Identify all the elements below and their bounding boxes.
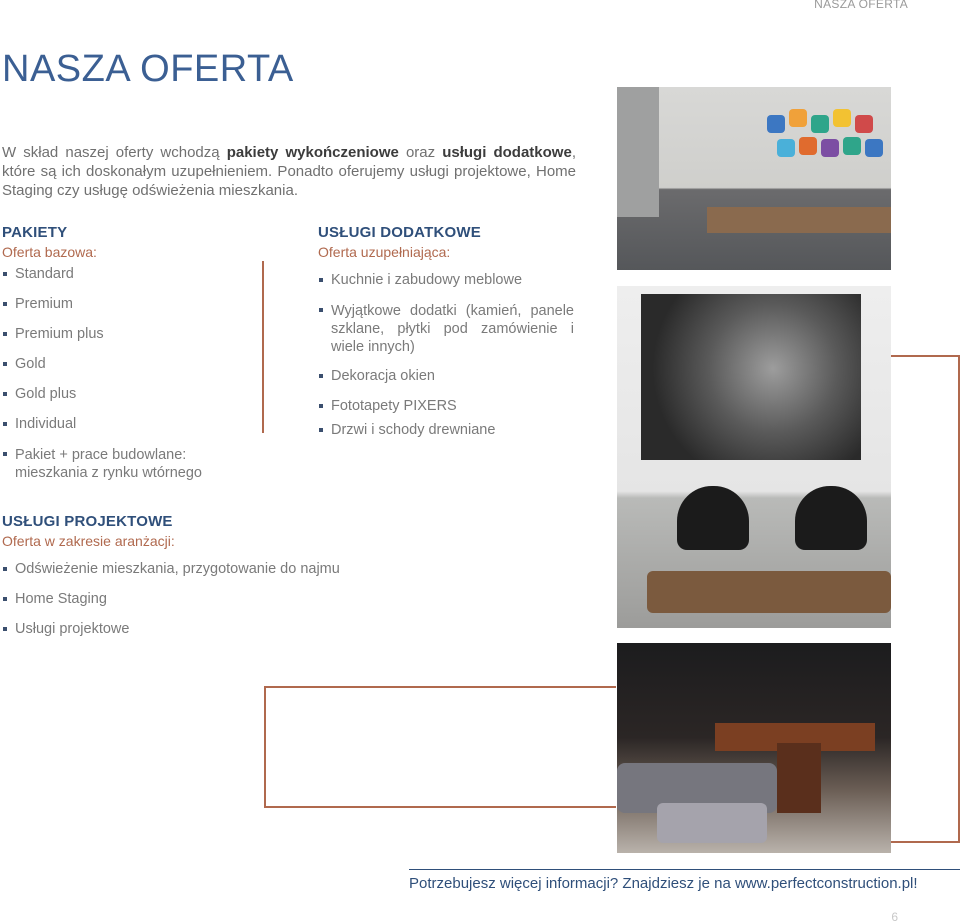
intro-text-3: , które są ich doskonałym uzupełnieniem. Ponadto oferujemy usługi projektowe, Home Staging czy usługę odświeżenia mieszkania.	[2, 144, 576, 199]
list-item	[2, 386, 252, 416]
section-title: USŁUGI PROJEKTOWE	[2, 513, 173, 530]
frame-line-top	[264, 686, 616, 688]
list-item-label: Fototapety PIXERS	[331, 398, 457, 414]
list-item	[2, 621, 362, 651]
list-item	[318, 272, 574, 302]
intro-paragraph	[2, 143, 576, 200]
bullet-square-icon	[319, 374, 323, 378]
list-item	[318, 302, 574, 368]
portrait-photo	[617, 286, 891, 628]
list-item	[2, 356, 252, 386]
intro-text-2: oraz	[398, 144, 443, 161]
divider-vertical	[262, 261, 264, 433]
cta-text: Potrzebujesz więcej informacji? Znajdziesz je na www.perfectconstruction.pl!	[409, 875, 918, 892]
list-item-label: Home Staging	[15, 591, 107, 607]
bullet-square-icon	[3, 627, 7, 631]
frame-line-left	[264, 686, 266, 808]
frame-line-right-top	[891, 355, 960, 357]
page-number: 6	[891, 910, 898, 924]
bullet-square-icon	[319, 404, 323, 408]
list-item	[2, 326, 252, 356]
intro-text-1: W skład naszej oferty wchodzą	[2, 144, 227, 161]
intro-bold-packages: pakiety wykończeniowe	[226, 144, 399, 161]
section-pakiety	[2, 224, 252, 482]
bullet-square-icon	[3, 452, 7, 456]
list-item-label: Individual	[15, 416, 77, 432]
bullet-square-icon	[3, 302, 7, 306]
bullet-square-icon	[3, 567, 7, 571]
bullet-square-icon	[3, 362, 7, 366]
section-title: PAKIETY	[2, 224, 68, 241]
list-item	[2, 591, 362, 621]
section-uslugi-dodatkowe	[318, 224, 574, 446]
bullet-square-icon	[319, 308, 323, 312]
frame-line-bottom	[264, 806, 616, 808]
list-item-label: Standard	[15, 266, 74, 282]
list-item-label: Premium plus	[15, 326, 104, 342]
bullet-square-icon	[3, 392, 7, 396]
list-item-label: Gold	[15, 356, 46, 372]
bullet-square-icon	[319, 278, 323, 282]
section-title: USŁUGI DODATKOWE	[318, 224, 481, 241]
cta-rule	[409, 869, 960, 870]
list-item	[2, 446, 205, 482]
list-item	[2, 266, 252, 296]
header-section-tag: NASZA OFERTA	[814, 0, 908, 11]
list-item	[2, 561, 362, 591]
list-item-label: Wyjątkowe dodatki (kamień, panele szklane, płytki pod zamówienie i wiele innych)	[331, 303, 574, 355]
bullet-square-icon	[3, 597, 7, 601]
section-uslugi-projektowe	[2, 513, 362, 651]
bullet-square-icon	[3, 272, 7, 276]
living-room-photo	[617, 643, 891, 853]
bullet-square-icon	[3, 422, 7, 426]
list-item	[318, 422, 574, 446]
list-item-label: Dekoracja okien	[331, 368, 435, 384]
list-item-label: Drzwi i schody drewniane	[331, 422, 496, 438]
list-item	[2, 416, 252, 446]
section-subtitle: Oferta w zakresie aranżacji:	[2, 533, 175, 549]
intro-bold-extras: usługi dodatkowe	[442, 144, 572, 161]
list-item-label: Pakiet + prace budowlane: mieszkania z rynku wtórnego	[15, 447, 202, 481]
list-item-label: Odświeżenie mieszkania, przygotowanie do najmu	[15, 561, 340, 577]
section-subtitle: Oferta uzupełniająca:	[318, 244, 451, 260]
office-photo	[617, 87, 891, 270]
list-item	[318, 368, 574, 398]
page-title: NASZA OFERTA	[2, 48, 294, 90]
uslugi-projektowe-list	[2, 561, 362, 651]
pakiety-list	[2, 266, 252, 482]
list-item-label: Gold plus	[15, 386, 77, 402]
frame-line-right-bottom	[891, 841, 960, 843]
list-item-label: Usługi projektowe	[15, 621, 130, 637]
section-subtitle: Oferta bazowa:	[2, 244, 97, 260]
list-item-label: Kuchnie i zabudowy meblowe	[331, 272, 523, 288]
uslugi-dodatkowe-list	[318, 272, 574, 446]
bullet-square-icon	[3, 332, 7, 336]
list-item-label: Premium	[15, 296, 74, 312]
list-item	[318, 398, 574, 422]
list-item	[2, 296, 252, 326]
bullet-square-icon	[319, 428, 323, 432]
